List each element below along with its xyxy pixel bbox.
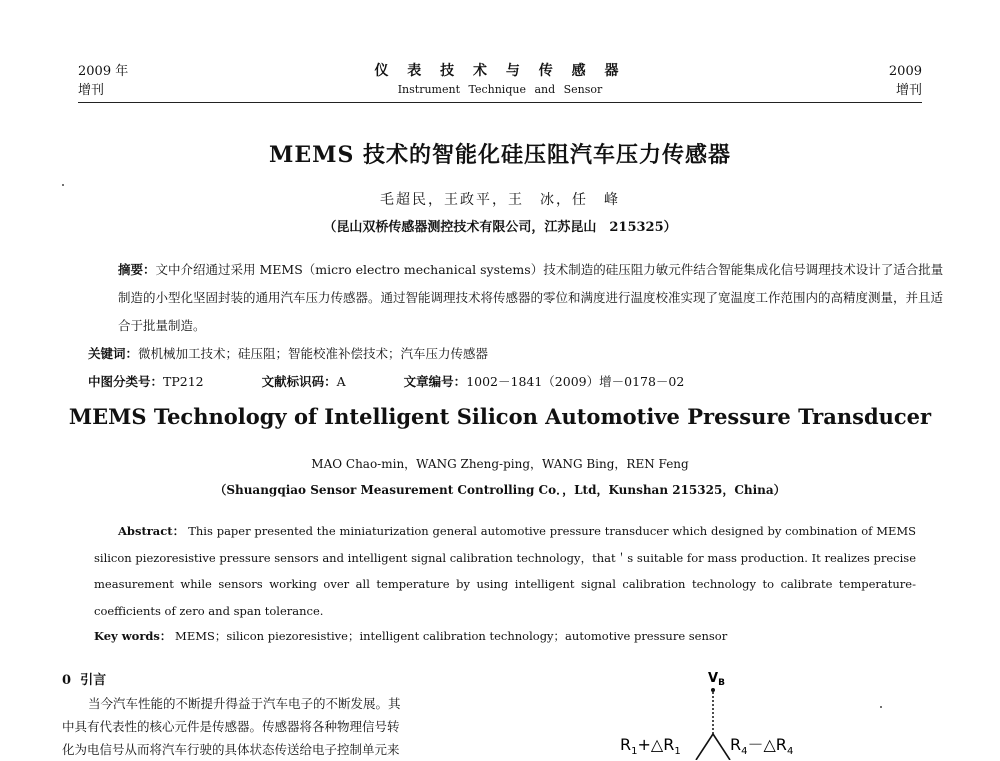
- body-line: 当今汽车性能的不断提升得益于汽车电子的不断发展。其: [88, 696, 401, 711]
- keywords-cn-text: 微机械加工技术；硅压阻；智能校准补偿技术；汽车压力传感器: [138, 346, 489, 361]
- authors-en: MAO Chao-min，WANG Zheng-ping，WANG Bing，REN Feng: [311, 457, 689, 471]
- doc-code-label: 文献标识码：: [261, 374, 337, 389]
- abstract-en-label: Abstract：: [118, 524, 185, 538]
- clc-label: 中图分类号：: [88, 374, 164, 389]
- header-year-right: 2009: [888, 64, 922, 79]
- clc-value: TP212: [163, 374, 204, 389]
- header-right: [889, 62, 922, 100]
- article-no-label: 文章编号：: [403, 374, 467, 389]
- paper-title-cn: MEMS 技术的智能化硅压阻汽车压力传感器: [268, 142, 732, 168]
- header-issue-right: 增刊: [895, 83, 922, 98]
- affiliation-en: （Shuangqiao Sensor Measurement Controlling Co．，Ltd，Kunshan 215325，China）: [214, 483, 786, 497]
- journal-title-en: Instrument Technique and Sensor: [397, 83, 603, 96]
- keywords-en-text: MEMS；silicon piezoresistive；intelligent calibration technology；automotive pressure sensor: [175, 629, 728, 643]
- keywords-cn: [88, 340, 918, 368]
- scan-speck: [62, 184, 64, 186]
- doc-code-value: A: [336, 374, 346, 389]
- section-title: 引言: [80, 673, 107, 688]
- abstract-en-text: This paper presented the miniaturization general automotive pressure transducer which designed by combination of MEMS silicon piezoresistive pressure sensors and intelligent signal calibration technology，that＇s suitable for mass production. It realizes precise measurement while sensors working over all temperature by using intelligent signal calibration technology to calibrate temperature-coefficients of zero and span tolerance.: [94, 524, 917, 618]
- header-year-left: 2009 年: [78, 64, 129, 79]
- authors-cn: 毛超民，王政平，王 冰，任 峰: [380, 192, 620, 208]
- resistor-r1-label: $R_1+\triangle R_1$: [620, 735, 681, 757]
- scan-speck: [880, 706, 882, 708]
- keywords-cn-label: 关键词：: [88, 346, 139, 361]
- section-heading: [62, 669, 106, 688]
- supply-node: [711, 688, 715, 692]
- affiliation-cn: （昆山双桥传感器测控技术有限公司，江苏昆山 215325）: [323, 220, 677, 235]
- bridge-left-arm: [696, 734, 713, 760]
- body-line: 中具有代表性的核心元件是传感器。传感器将各种物理信号转: [62, 719, 400, 734]
- resistor-r4-label: $R_4-\triangle R_4$: [730, 735, 794, 757]
- section-body: [62, 692, 492, 761]
- keywords-en: [94, 624, 916, 648]
- keywords-en-label: Key words：: [94, 629, 172, 643]
- bridge-right-arm: [713, 734, 730, 760]
- journal-title-cn: 仪 表 技 术 与 传 感 器: [374, 63, 626, 79]
- paper-title-en: MEMS Technology of Intelligent Silicon Automotive Pressure Transducer: [68, 404, 932, 429]
- bridge-circuit-figure: [590, 668, 830, 760]
- section-number: 0: [62, 673, 72, 688]
- classification-cn: [88, 368, 918, 396]
- abstract-cn-label: 摘要：: [118, 262, 156, 277]
- supply-label: $V_B$: [708, 671, 725, 688]
- abstract-cn-text: 文中介绍通过采用 MEMS（micro electro mechanical systems）技术制造的硅压阻力敏元件结合智能集成化信号调理技术设计了适合批量制造的小型化坚固封装的通用汽车压力传感器。通过智能调理技术将传感器的零位和满度进行温度校准实现了宽温度工作范围内的高精度测量，并且适合于批量制造。: [118, 262, 944, 333]
- header-issue-left: 增刊: [78, 83, 105, 98]
- header-rule: [78, 102, 922, 103]
- abstract-en: [94, 518, 916, 624]
- abstract-cn: [88, 256, 948, 340]
- header-center: [0, 62, 1000, 98]
- article-no-value: 1002－1841（2009）增－0178－02: [466, 374, 685, 389]
- body-line: 化为电信号从而将汽车行驶的具体状态传送给电子控制单元来: [62, 742, 400, 757]
